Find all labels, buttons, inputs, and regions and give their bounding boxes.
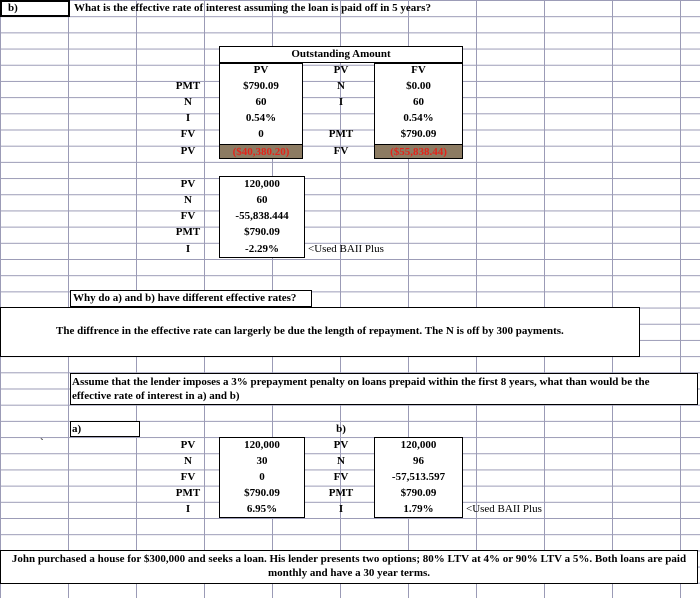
tbl1-mid-label: I [338, 96, 344, 108]
tbl3a-value[interactable]: 0 [259, 471, 265, 483]
tbl1-left-value[interactable]: $790.09 [243, 80, 279, 92]
tbl1-left-label: I [185, 112, 191, 124]
tbl1-mid-label: PMT [328, 128, 354, 140]
tbl3a-value[interactable]: 120,000 [244, 439, 280, 451]
answer-text: The diffrence in the effective rate can largerly be due the length of repayment. The N is off by 300 payments. [56, 325, 564, 337]
tbl2-label: PMT [175, 226, 201, 238]
tbl1-right-value[interactable]: 0.54% [403, 112, 434, 124]
tbl1-pv-header: PV [253, 64, 269, 76]
tbl1-left-label: PV [180, 145, 196, 157]
tbl1-left-label: PMT [175, 80, 201, 92]
tbl1-right-value[interactable]: 60 [413, 96, 424, 108]
tbl3b-label: FV [333, 471, 349, 483]
tbl1-mid-label: PV [333, 64, 349, 76]
tbl2-value[interactable]: -2.29% [245, 243, 279, 255]
part-b-label: b) [336, 423, 346, 435]
tbl1-left-label: N [184, 96, 192, 108]
tbl2-label: PV [180, 178, 196, 190]
question-3: Assume that the lender imposes a 3% prepayment penalty on loans prepaid within the first 8 years, what than would be the effective rate of interest in a) and b) [72, 376, 650, 402]
tbl2-value[interactable]: 120,000 [244, 178, 280, 190]
tbl3b-label: PMT [328, 487, 354, 499]
tbl1-left-value[interactable]: 0 [258, 128, 264, 140]
tbl1-fv-header: FV [411, 64, 426, 76]
section-b-label: b) [8, 2, 18, 14]
question-2: Why do a) and b) have different effective rates? [73, 292, 297, 304]
tbl2-label: I [185, 243, 191, 255]
tbl3a-label: I [185, 503, 191, 515]
part-a-label: a) [72, 423, 82, 435]
tbl3a-label: N [184, 455, 192, 467]
tbl1-right-value[interactable]: $790.09 [400, 128, 437, 140]
tbl2-value[interactable]: -55,838.444 [235, 210, 289, 222]
outstanding-amount-header: Outstanding Amount [291, 48, 391, 60]
tbl1-mid-label: N [337, 80, 345, 92]
tick-mark: ` [40, 437, 44, 449]
tbl3a-value[interactable]: 6.95% [246, 503, 278, 515]
tbl1-left-value[interactable]: 0.54% [245, 112, 277, 124]
tbl3a-value[interactable]: 30 [256, 455, 268, 467]
tbl1-mid-label: FV [333, 145, 349, 157]
tbl2-value[interactable]: $790.09 [244, 226, 280, 238]
question-1: What is the effective rate of interest assuming the loan is paid off in 5 years? [74, 2, 431, 14]
tbl3a-label: FV [180, 471, 196, 483]
tbl1-left-value[interactable]: 60 [255, 96, 267, 108]
tbl3b-label: I [338, 503, 344, 515]
tbl2-label: FV [180, 210, 196, 222]
tbl2-note: <Used BAII Plus [308, 243, 384, 255]
tbl3b-label: N [337, 455, 345, 467]
tbl3b-value[interactable]: 120,000 [400, 439, 437, 451]
tbl3b-value[interactable]: 96 [413, 455, 424, 467]
tbl2-value[interactable]: 60 [256, 194, 268, 206]
tbl1-left-label: FV [180, 128, 196, 140]
tbl3a-value[interactable]: $790.09 [244, 487, 280, 499]
tbl3b-value[interactable]: 1.79% [403, 503, 434, 515]
tbl3a-label: PV [180, 439, 196, 451]
tbl1-right-value[interactable]: $0.00 [406, 80, 431, 92]
tbl3b-note: <Used BAII Plus [466, 503, 542, 515]
tbl3b-value[interactable]: -57,513.597 [391, 471, 446, 483]
tbl3a-label: PMT [175, 487, 201, 499]
tbl1-pv-result[interactable]: ($40,380.20) [232, 146, 290, 158]
tbl2-label: N [184, 194, 192, 206]
tbl1-fv-result[interactable]: ($55,838.44) [390, 146, 447, 158]
tbl3b-label: PV [333, 439, 349, 451]
john-text: John purchased a house for $300,000 and seeks a loan. His lender presents two options; 80% LTV at 4% or 90% LTV a 5%. Both loans are paid monthly and have a 30 year terms. [11, 553, 687, 579]
tbl3b-value[interactable]: $790.09 [400, 487, 437, 499]
